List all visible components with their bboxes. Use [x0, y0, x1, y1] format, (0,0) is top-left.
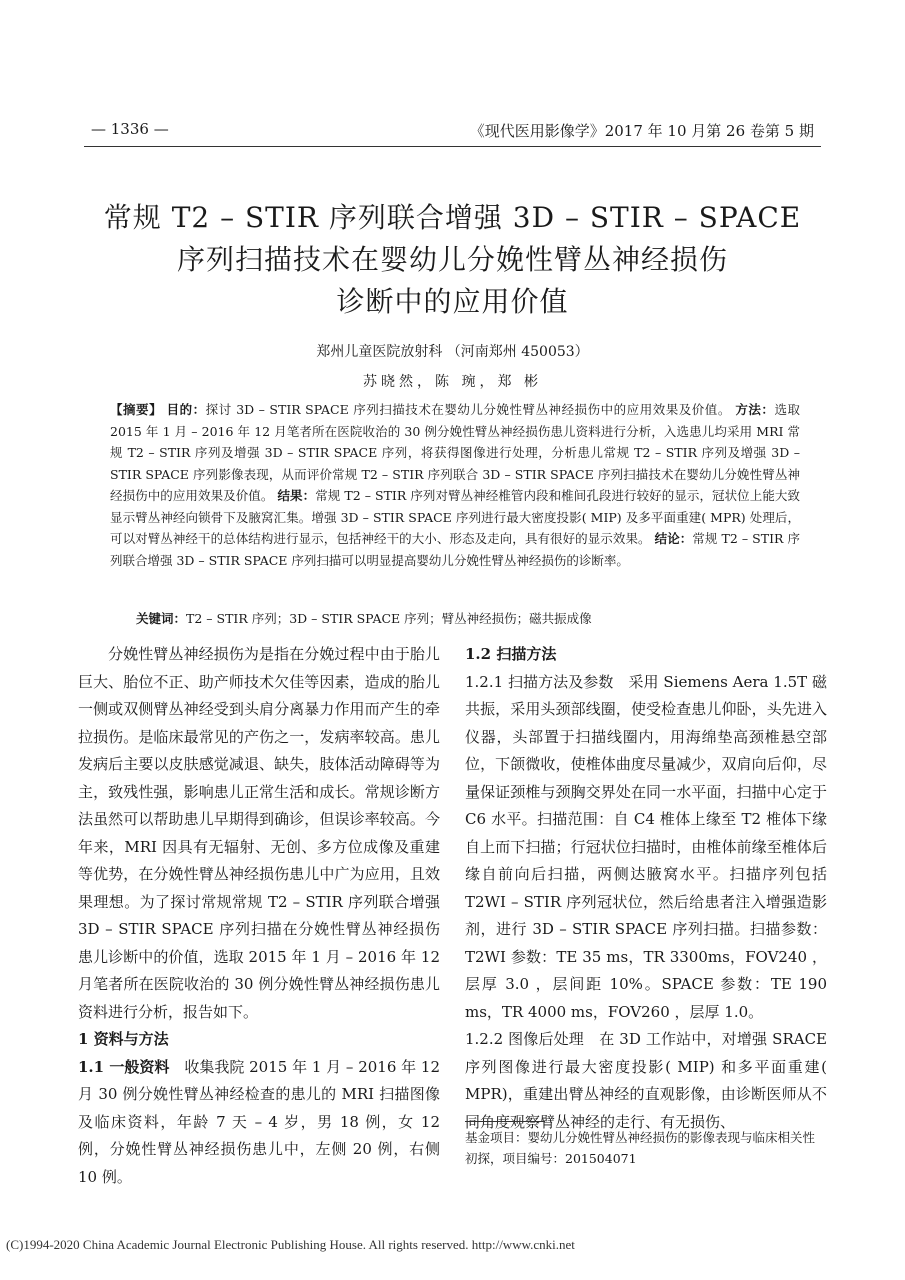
subsection-1-2-1-label: 1.2.1 扫描方法及参数: [465, 672, 614, 691]
objective-label: 目的：: [166, 402, 206, 417]
objective-text: 探讨 3D – STIR SPACE 序列扫描技术在婴幼儿分娩性臂丛神经损伤中的应用效果及价值。: [205, 402, 731, 417]
section-heading-1: 1 资料与方法: [78, 1030, 169, 1048]
conclusion-label: 结论：: [654, 531, 693, 546]
right-column: [465, 641, 827, 1136]
abstract: [110, 399, 800, 571]
subsection-1-2-2-text: 在 3D 工作站中，对增强 SRACE 序列图像进行最大密度投影( MIP) 和多平面重建( MPR)，重建出臂丛神经的直观影像，由诊断医师从不同角度观察臂丛神经的走行、有无损伤、: [465, 1030, 827, 1131]
title-line-3: 诊断中的应用价值: [336, 285, 569, 318]
subsection-1-1-text: 收集我院 2015 年 1 月 – 2016 年 12 月 30 例分娩性臂丛神经检查的患儿的 MRI 扫描图像及临床资料，年龄 7 天 – 4 岁，男 18 例，女 12 例，分娩性臂丛神经损伤患儿中，左侧 20 例，右侧 10 例。: [78, 1057, 440, 1186]
keywords-text: T2 – STIR 序列；3D – STIR SPACE 序列；臂丛神经损伤；磁共振成像: [186, 611, 592, 626]
header-rule: [84, 146, 821, 147]
methods-label: 方法：: [735, 402, 775, 417]
affiliation: 郑州儿童医院放射科 （河南郑州 450053）: [316, 344, 589, 360]
journal-citation: 《现代医用影像学》2017 年 10 月第 26 卷第 5 期: [469, 122, 814, 140]
subsection-1-2-heading: 1.2 扫描方法: [465, 645, 557, 663]
article-title: [60, 197, 845, 323]
results-text: 常规 T2 – STIR 序列对臂丛神经椎管内段和椎间孔段进行较好的显示，冠状位上能大致显示臂丛神经向锁骨下及腋窝汇集。增强 3D – STIR SPACE 序列进行最大密度投影( MIP) 及多平面重建( MPR) 处理后，可以对臂丛神经干的总体结构进行显示，包括神经干的大小、形态及走向，具有很好的显示效果。: [110, 488, 800, 546]
footnote-rule: [465, 1121, 545, 1122]
keywords-label: 关键词：: [136, 611, 187, 626]
page-number: — 1336 —: [91, 120, 169, 138]
intro-paragraph: 分娩性臂丛神经损伤为是指在分娩过程中由于胎儿巨大、胎位不正、助产师技术欠佳等因素，造成的胎儿一侧或双侧臂丛神经受到头肩分离暴力作用而产生的牵拉损伤。是临床最常见的产伤之一，发病率较高。患儿发病后主要以皮肤感觉减退、缺失，肢体活动障碍等为主，致残性强，影响患儿正常生活和成长。常规诊断方法虽然可以帮助患儿早期得到确诊，但误诊率较高。今年来，MRI 因具有无辐射、无创、多方位成像及重建等优势，在分娩性臂丛神经损伤患儿中广为应用，且效果理想。为了探讨常规常规 T2 – STIR 序列联合增强 3D – STIR SPACE 序列扫描在分娩性臂丛神经损伤患儿诊断中的价值，选取 2015 年 1 月 – 2016 年 12 月笔者所在医院收治的 30 例分娩性臂丛神经损伤患儿资料进行分析，报告如下。: [78, 645, 440, 1021]
authors: 苏晓然，陈 琬，郑 彬: [363, 374, 542, 390]
conclusion-text: 常规 T2 – STIR 序列联合增强 3D – STIR SPACE 序列扫描可以明显提高婴幼儿分娩性臂丛神经损伤的诊断率。: [110, 531, 800, 568]
left-column: [78, 641, 440, 1191]
methods-text: 选取 2015 年 1 月 – 2016 年 12 月笔者所在医院收治的 30 例分娩性臂丛神经损伤患儿资料进行分析，入选患儿均采用 MRI 常规 T2 – STIR 序列及增强 3D – STIR SPACE 序列，将获得图像进行处理，分析患儿常规 T2 – STIR 序列及增强 3D – STIR SPACE 序列影像表现，从而评价常规 T2 – STIR 序列联合 3D – STIR SPACE 序列扫描技术在婴幼儿分娩性臂丛神经损伤中的应用效果及价值。: [110, 402, 800, 503]
results-label: 结果：: [277, 488, 316, 503]
subsection-1-2-1-text: 采用 Siemens Aera 1.5T 磁共振，采用头颈部线圈，使受检查患儿仰卧，头先进入仪器，头部置于扫描线圈内，用海绵垫高颈椎悬空部位，下颌微收，使椎体曲度尽量减少，双肩向后仰，尽量保证颈椎与颈胸交界处在同一水平面，扫描中心定于 C6 水平。扫描范围：自 C4 椎体上缘至 T2 椎体下缘自上而下扫描；行冠状位扫描时，由椎体前缘至椎体后缘自前向后扫描，两侧达腋窝水平。扫描序列包括 T2WI – STIR 序列冠状位，然后给患者注入增强造影剂，进行 3D – STIR SPACE 序列扫描。扫描参数：T2WI 参数：TE 35 ms，TR 3300ms，FOV240 ，层厚 3.0 ，层间距 10%。SPACE 参数：TE 190 ms，TR 4000 ms，FOV260 ，层厚 1.0。: [465, 672, 827, 1021]
title-line-2: 序列扫描技术在婴幼儿分娩性臂丛神经损伤: [176, 243, 728, 276]
keywords: [136, 609, 800, 629]
abstract-label: 【摘要】: [110, 402, 163, 417]
copyright-footer: (C)1994-2020 China Academic Journal Electronic Publishing House. All rights reserved. http://www.cnki.net: [6, 1237, 575, 1252]
running-header: [91, 120, 814, 142]
subsection-1-2-2-label: 1.2.2 图像后处理: [465, 1030, 584, 1048]
title-line-1: 常规 T2 – STIR 序列联合增强 3D – STIR – SPACE: [103, 201, 802, 234]
fund-footnote: 基金项目：婴幼儿分娩性臂丛神经损伤的影像表现与临床相关性初探，项目编号：201504071: [465, 1130, 816, 1166]
subsection-1-1-label: 1.1 一般资料: [78, 1057, 170, 1076]
